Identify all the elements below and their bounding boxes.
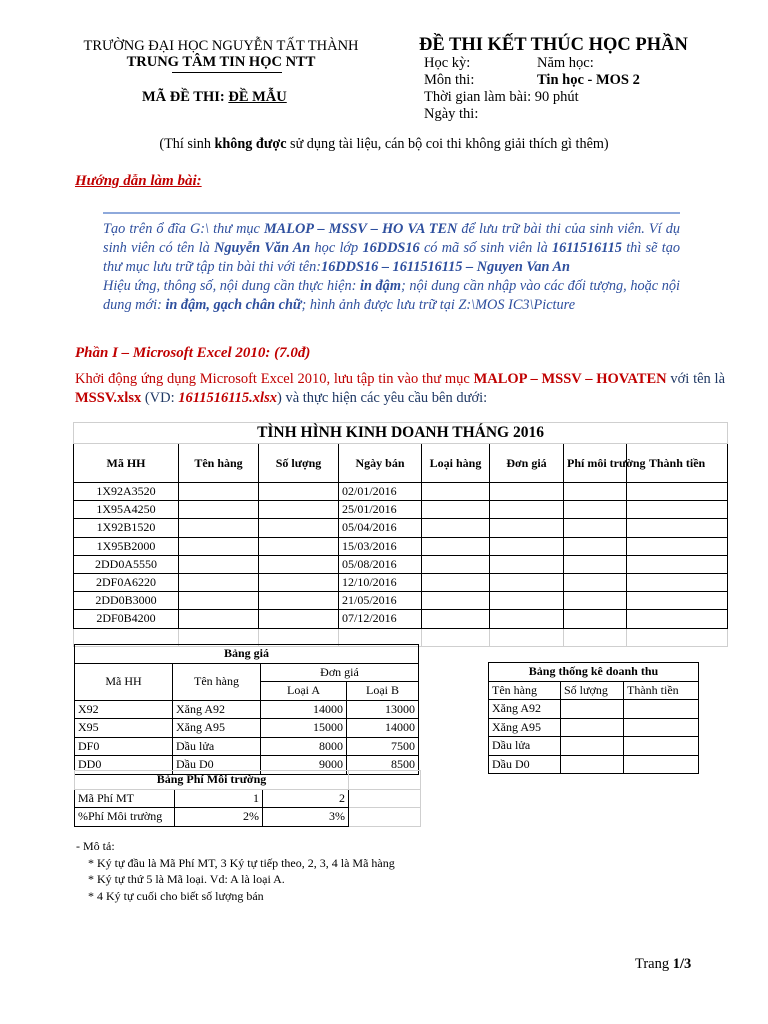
sale-date-cell: 15/03/2016: [339, 537, 422, 555]
guide-bold-1: in đậm: [359, 278, 401, 294]
desc-heading: - Mô tả:: [76, 839, 115, 853]
duration-value: 90 phút: [534, 89, 579, 105]
empty-cell: [627, 610, 728, 628]
empty-cell: [627, 573, 728, 591]
sheet-row: [74, 610, 728, 628]
empty-cell: [490, 592, 564, 610]
empty-cell: [627, 519, 728, 537]
guide-folder: MALOP – MSSV – HO VA TEN: [263, 221, 458, 237]
fee-code-2: 2: [263, 789, 349, 808]
fee-pct-1: 2%: [175, 808, 263, 827]
empty-cell: [422, 555, 490, 573]
product-code-cell: 1X95B2000: [74, 537, 179, 555]
stats-row: [489, 755, 699, 774]
empty-cell: [624, 755, 699, 774]
desc-line-1: * Ký tự đầu là Mã Phí MT, 3 Ký tự tiếp theo, 2, 3, 4 là Mã hàng: [88, 855, 395, 870]
note-post: sử dụng tài liệu, cán bộ coi thi không giải thích gì thêm): [286, 136, 609, 152]
empty-cell: [259, 592, 339, 610]
empty-cell: [561, 755, 624, 774]
page-label: Trang: [635, 956, 673, 972]
price-code-cell: X92: [75, 700, 173, 719]
sheet-col-header: Đơn giá: [490, 444, 564, 483]
note-bold: không được: [214, 136, 287, 152]
empty-cell: [564, 519, 627, 537]
stats-row: [489, 700, 699, 719]
fee-pct-2: 3%: [263, 808, 349, 827]
price-code-cell: X95: [75, 719, 173, 738]
part1-example-file: 1611516115.xlsx: [178, 390, 277, 406]
empty-cell: [624, 700, 699, 719]
guide-example-name: Nguyễn Văn An: [214, 240, 311, 256]
duration-label: Thời gian làm bài:: [424, 89, 532, 105]
product-code-cell: 1X95A4250: [74, 501, 179, 519]
empty-cell: [422, 537, 490, 555]
price-h-price: Đơn giá: [261, 663, 419, 682]
page-value: 1/3: [672, 956, 692, 972]
product-code-cell: 2DD0A5550: [74, 555, 179, 573]
date-label: Ngày thi:: [424, 106, 479, 122]
instruction-box: [103, 212, 680, 315]
empty-cell: [490, 537, 564, 555]
empty-cell: [624, 737, 699, 756]
stats-header-row: [489, 681, 699, 700]
price-title: Bảng giá: [75, 645, 419, 664]
price-value-cell: 13000: [347, 700, 419, 719]
empty-cell: [179, 501, 259, 519]
guide-text-8: ; hình ảnh được lưu trữ tại Z:\MOS IC3\Picture: [301, 297, 576, 313]
price-code-cell: DF0: [75, 737, 173, 756]
empty-cell: [627, 537, 728, 555]
duration: [424, 89, 579, 106]
empty-cell: [564, 537, 627, 555]
part1-text-1: Khởi động ứng dụng Microsoft Excel 2010, lưu tập tin vào thư mục: [75, 371, 474, 387]
product-code-cell: 2DF0A6220: [74, 573, 179, 591]
price-h-a: Loại A: [261, 682, 347, 701]
sheet-row: [74, 573, 728, 591]
empty-cell: [422, 592, 490, 610]
price-value-cell: 14000: [347, 719, 419, 738]
exam-note: [60, 136, 708, 153]
price-value-cell: 9000: [261, 756, 347, 775]
empty-cell: [422, 501, 490, 519]
sheet-row: [74, 537, 728, 555]
guide-text-6: Hiệu ứng, thông số, nội dung cần thực hiện:: [103, 278, 360, 294]
fee-code-label: Mã Phí MT: [75, 789, 175, 808]
empty-cell: [259, 555, 339, 573]
desc-line-3: * 4 Ký tự cuối cho biết số lượng bán: [88, 888, 264, 903]
sheet-row: [74, 555, 728, 573]
stats-name-cell: Dầu lửa: [489, 737, 561, 756]
sale-date-cell: 12/10/2016: [339, 573, 422, 591]
exam-title: ĐỀ THI KẾT THÚC HỌC PHẦN: [419, 35, 688, 55]
sheet-col-header: Thành tiền: [627, 444, 728, 483]
price-value-cell: 15000: [261, 719, 347, 738]
empty-cell: [179, 519, 259, 537]
sheet-col-header: Mã HH: [74, 444, 179, 483]
product-code-cell: 1X92A3520: [74, 483, 179, 501]
stats-col-header: Tên hàng: [489, 681, 561, 700]
guide-example-class: 16DDS16: [362, 240, 420, 256]
stats-name-cell: Xăng A95: [489, 718, 561, 737]
sheet-row: [74, 501, 728, 519]
empty-cell: [564, 592, 627, 610]
sale-date-cell: 05/08/2016: [339, 555, 422, 573]
stats-col-header: Số lượng: [561, 681, 624, 700]
empty-cell: [490, 610, 564, 628]
sheet-col-header: Tên hàng: [179, 444, 259, 483]
stats-title: Bảng thống kê doanh thu: [489, 663, 699, 682]
part1-heading: Phần I – Microsoft Excel 2010: (7.0đ): [75, 345, 311, 361]
empty-cell: [179, 483, 259, 501]
price-h-name: Tên hàng: [173, 663, 261, 700]
empty-cell: [422, 519, 490, 537]
guide-bold-2: in đậm, gạch chân chữ: [165, 297, 302, 313]
price-value-cell: 8500: [347, 756, 419, 775]
empty-cell: [259, 537, 339, 555]
empty-cell: [627, 501, 728, 519]
price-name-cell: Xăng A95: [173, 719, 261, 738]
empty-cell: [564, 501, 627, 519]
product-code-cell: 2DF0B4200: [74, 610, 179, 628]
empty-cell: [627, 555, 728, 573]
sheet-col-header: Số lượng: [259, 444, 339, 483]
guide-text-3: học lớp: [310, 240, 363, 256]
sheet-title: TÌNH HÌNH KINH DOANH THÁNG 2016: [74, 423, 728, 444]
sheet-col-header: Phí môi trường: [564, 444, 627, 483]
guide-example-folder: 16DDS16 – 1611516115 – Nguyen Van An: [321, 259, 570, 275]
empty-cell: [259, 573, 339, 591]
sale-date-cell: 02/01/2016: [339, 483, 422, 501]
price-table: [74, 644, 419, 775]
stats-col-header: Thành tiền: [624, 681, 699, 700]
environment-fee-table: [74, 770, 421, 827]
empty-cell: [561, 700, 624, 719]
sheet-header-row: [74, 444, 728, 483]
fee-code-1: 1: [175, 789, 263, 808]
empty-cell: [422, 610, 490, 628]
center-name-text: TRUNG TÂM TIN HỌC NTT: [126, 54, 316, 70]
sales-sheet: [73, 422, 728, 647]
part1-text-3: (VD:: [141, 390, 179, 406]
guide-text-4: có mã số sinh viên là: [419, 240, 552, 256]
empty-cell: [179, 537, 259, 555]
guide-text-7: ; nội dung cần nhập vào các đối tượng, hoặc nội dung mới:: [103, 278, 681, 313]
price-value-cell: 8000: [261, 737, 347, 756]
empty-cell: [561, 718, 624, 737]
price-h-code: Mã HH: [75, 663, 173, 700]
guide-example-id: 1611516115: [552, 240, 622, 256]
empty-cell: [179, 592, 259, 610]
stats-row: [489, 737, 699, 756]
empty-cell: [564, 483, 627, 501]
guide-text-2: để lưu trữ bài thi của sinh viên. Ví dụ sinh viên có tên là: [103, 221, 680, 256]
semester-label: Học kỳ:: [424, 55, 471, 71]
sale-date-cell: 07/12/2016: [339, 610, 422, 628]
empty-cell: [179, 555, 259, 573]
price-row: [75, 700, 419, 719]
empty-cell: [564, 573, 627, 591]
fee-pct-label: %Phí Môi trường: [75, 808, 175, 827]
part1-folder: MALOP – MSSV – HOVATEN: [473, 371, 667, 387]
exam-code: [142, 89, 287, 106]
center-underline: [172, 72, 282, 73]
price-name-cell: Dầu lửa: [173, 737, 261, 756]
empty-cell: [259, 519, 339, 537]
subject-label: Môn thi:: [424, 72, 475, 88]
guide-heading: Hướng dẫn làm bài:: [75, 173, 202, 189]
sheet-row: [74, 519, 728, 537]
empty-cell: [179, 610, 259, 628]
empty-cell: [259, 610, 339, 628]
empty-cell: [422, 573, 490, 591]
stats-name-cell: Dầu D0: [489, 755, 561, 774]
price-code-cell: DD0: [75, 756, 173, 775]
sheet-col-header: Ngày bán: [339, 444, 422, 483]
sheet-row: [74, 592, 728, 610]
guide-text-5: thì sẽ tạo thư mục lưu trữ tập tin bài thi với tên:: [103, 240, 680, 275]
empty-cell: [490, 519, 564, 537]
sale-date-cell: 21/05/2016: [339, 592, 422, 610]
sheet-col-header: Loại hàng: [422, 444, 490, 483]
page-number: [635, 956, 691, 973]
subject-value: Tin học - MOS 2: [537, 72, 640, 88]
exam-code-value: ĐỀ MẪU: [228, 89, 287, 105]
code-description: [76, 838, 395, 904]
part1-file: MSSV.xlsx: [75, 390, 142, 406]
price-name-cell: Xăng A92: [173, 700, 261, 719]
empty-cell: [490, 573, 564, 591]
empty-cell: [561, 737, 624, 756]
price-value-cell: 14000: [261, 700, 347, 719]
revenue-stats-table: [488, 662, 699, 774]
sale-date-cell: 25/01/2016: [339, 501, 422, 519]
price-value-cell: 7500: [347, 737, 419, 756]
empty-cell: [627, 592, 728, 610]
empty-cell: [490, 555, 564, 573]
guide-text-1: Tạo trên ổ đĩa G:\ thư mục: [103, 221, 264, 237]
part1-text-4: ) và thực hiện các yêu cầu bên dưới:: [276, 390, 488, 406]
fee-title: Bảng Phí Môi trường: [75, 771, 349, 790]
desc-line-2: * Ký tự thứ 5 là Mã loại. Vd: A là loại A.: [88, 872, 285, 886]
empty-cell: [564, 610, 627, 628]
empty-cell: [259, 483, 339, 501]
empty-cell: [422, 483, 490, 501]
part1-text-2: với tên là: [666, 371, 726, 387]
price-h-b: Loại B: [347, 682, 419, 701]
price-name-cell: Dầu D0: [173, 756, 261, 775]
product-code-cell: 1X92B1520: [74, 519, 179, 537]
year-label: Năm học:: [537, 55, 594, 71]
product-code-cell: 2DD0B3000: [74, 592, 179, 610]
price-row: [75, 737, 419, 756]
center-name: [60, 54, 382, 71]
part1-text: [75, 370, 725, 408]
sale-date-cell: 05/04/2016: [339, 519, 422, 537]
empty-cell: [627, 483, 728, 501]
empty-cell: [259, 501, 339, 519]
stats-row: [489, 718, 699, 737]
empty-cell: [490, 483, 564, 501]
empty-cell: [624, 718, 699, 737]
school-name: TRƯỜNG ĐẠI HỌC NGUYỄN TẤT THÀNH: [83, 38, 359, 54]
note-pre: (Thí sinh: [159, 136, 215, 152]
exam-code-label: MÃ ĐỀ THI:: [142, 89, 225, 105]
sheet-row: [74, 483, 728, 501]
empty-cell: [179, 573, 259, 591]
empty-cell: [564, 555, 627, 573]
empty-cell: [490, 501, 564, 519]
stats-name-cell: Xăng A92: [489, 700, 561, 719]
price-row: [75, 719, 419, 738]
